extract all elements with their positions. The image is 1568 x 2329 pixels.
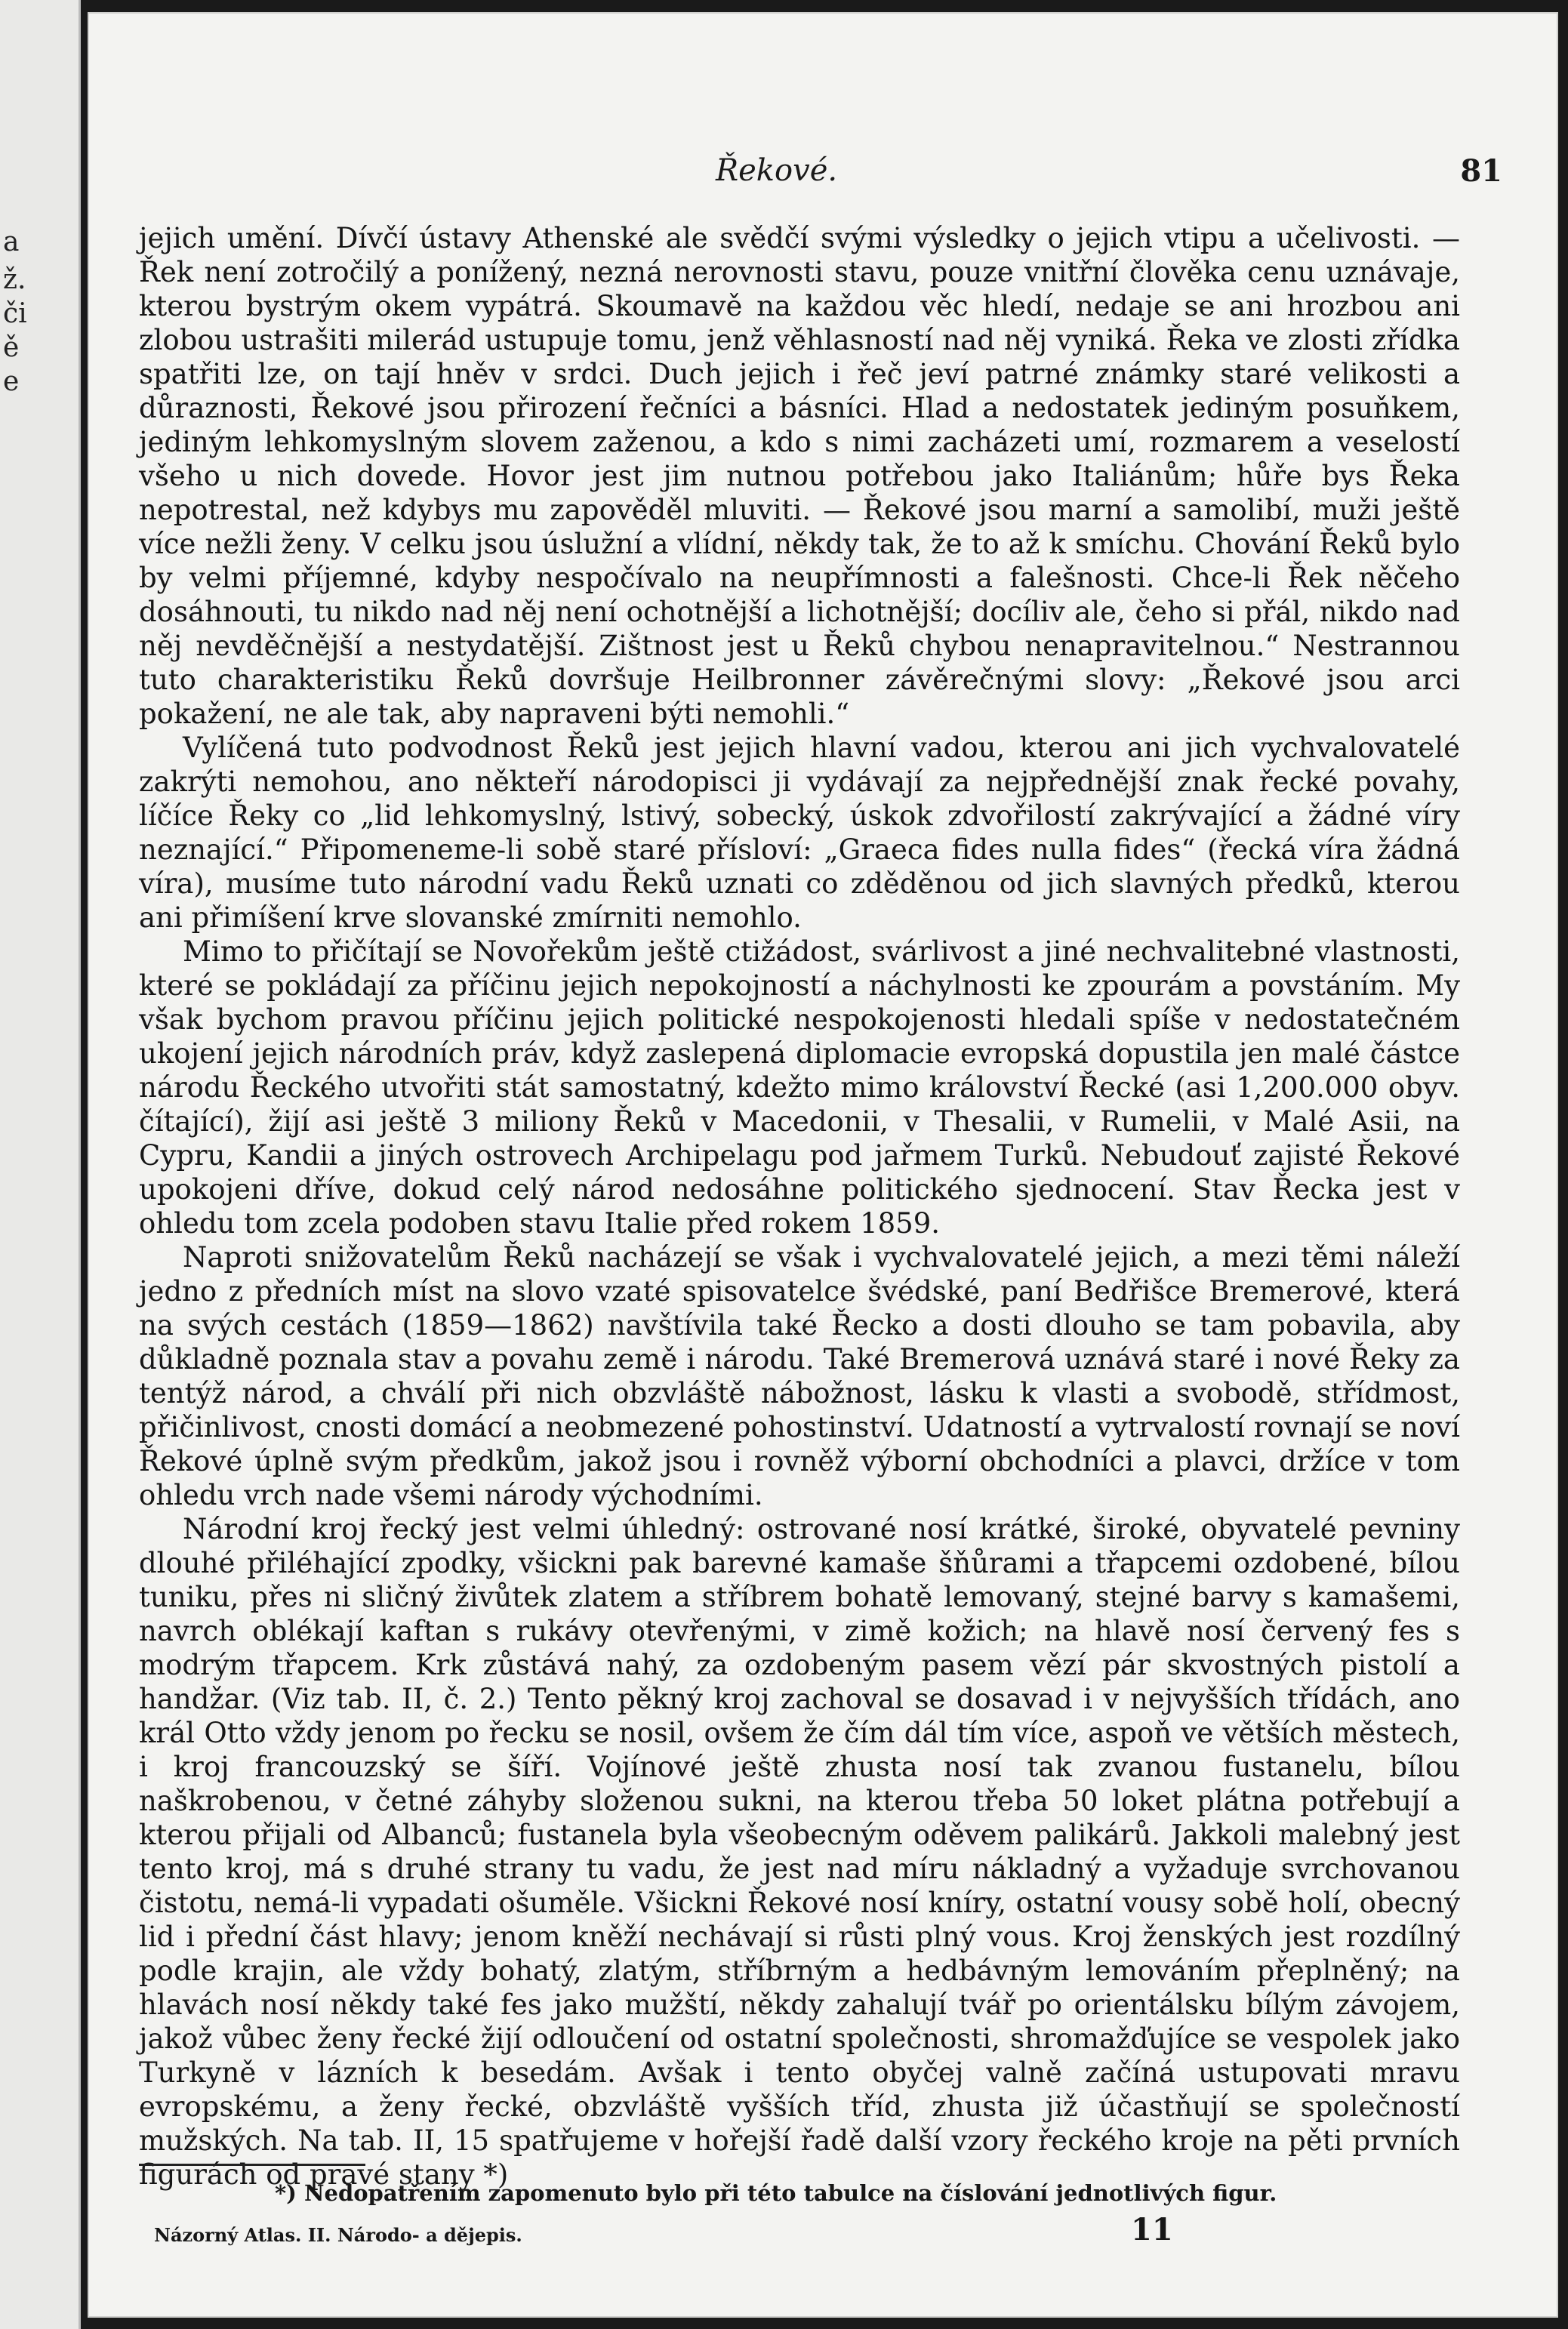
page-header — [89, 153, 1557, 199]
paragraph: Naproti snižovatelům Řeků nacházejí se však i vychvalovatelé jejich, a mezi těmi náleží jedno z předních míst na slovo vzaté spisovatelce švédské, paní Bedřišce Bremerové, která na svých cestách (1859—1862) navštívila také Řecko a dosti dlouho se tam pobavila, aby důkladně poznala stav a povahu země i národu. Také Bremerová uznává staré i nové Řeky za tentýž národ, a chválí při nich obzvláště nábožnost, lásku k vlasti a svobodě, střídmost, přičinlivost, cnosti domácí a neobmezené pohostinství. Udatností a vytrvalostí rovnají se noví Řekové úplně svým předkům, jakož jsou i rovněž výborní obchodníci a plavci, držíce v tom ohledu vrch nade všemi národy východními. — [139, 1241, 1460, 1511]
adjacent-page-fragment: ě — [3, 332, 20, 363]
adjacent-page-edge — [0, 0, 81, 2329]
running-title: Řekové. — [716, 153, 838, 188]
book-page — [89, 14, 1557, 2316]
paragraph: Mimo to přičítají se Novořekům ještě ctižádost, svárlivost a jiné nechvalitebné vlastnosti, které se pokládají za příčinu jejich nepokojností a náchylnosti ke zpourám a povstáním. My však bychom pravou příčinu jejich politické nespokojenosti hledali spíše v nedostatečném ukojení jejich národních práv, když zaslepená diplomacie evropská dopustila jen malé částce národu Řeckého utvořiti stát samostatný, kdežto mimo království Řecké (asi 1,200.000 obyv. čítající), žijí asi ještě 3 miliony Řeků v Macedonii, v Thesalii, v Rumelii, v Malé Asii, na Cypru, Kandii a jiných ostrovech Archipelagu pod jařmem Turků. Nebudouť zajisté Řekové upokojeni dříve, dokud celý národ nedosáhne politického sjednocení. Stav Řecka jest v ohledu tom zcela podoben stavu Italie před rokem 1859. — [139, 935, 1460, 1240]
adjacent-page-fragment: a — [3, 226, 20, 257]
footnote-divider — [139, 2164, 365, 2166]
signature-number: 11 — [1131, 2212, 1173, 2247]
paragraph: Národní kroj řecký jest velmi úhledný: ostrované nosí krátké, široké, obyvatelé pevniny dlouhé přiléhající zpodky, všickni pak barevné kamaše šňůrami a třapcemi ozdobené, bílou tuniku, přes ni sličný živůtek zlatem a stříbrem bohatě lemovaný, stejné barvy s kamašemi, navrch oblékají kaftan s rukávy otevřenými, v zimě kožich; na hlavě nosí červený fes s modrým třapcem. Krk zůstává nahý, za ozdobeným pasem vězí pár skvostných pistolí a handžar. (Viz tab. II, č. 2.) Tento pěkný kroj zachoval se dosavad i v nejvyšších třídách, ano král Otto vždy jenom po řecku se nosil, ovšem že čím dál tím více, aspoň ve větších městech, i kroj francouzský se šíří. Vojínové ještě zhusta nosí tak zvanou fustanelu, bílou naškrobenou, v četné záhyby složenou sukni, na kterou třeba 50 loket plátna potřebují a kterou přijali od Albanců; fustanela byla všeobecným oděvem palikárů. Jakkoli malebný jest tento kroj, má s druhé strany tu vadu, že jest nad míru nákladný a vyžaduje svrchovanou čistotu, nemá-li vypadati ošuměle. Všickni Řekové nosí kníry, ostatní vousy sobě holí, obecný lid i přední část hlavy; jenom kněží nechávají si růsti plný vous. Kroj ženských jest rozdílný podle krajin, ale vždy bohatý, zlatým, stříbrným a hedbávným lemováním přeplněný; na hlavách nosí někdy také fes jako mužští, někdy zahalují tvář po orientálsku bílým závojem, jakož vůbec ženy řecké žijí odloučení od ostatní společnosti, shromažďujíce se vespolek jako Turkyně v lázních k besedám. Avšak i tento obyčej valně začíná ustupovati mravu evropskému, a ženy řecké, obzvláště vyšších tříd, zhusta již účastňují se společností mužských. Na tab. II, 15 spatřujeme v hořejší řadě další vzory řeckého kroje na pěti prvních figurách od pravé stany *) — [139, 1513, 1460, 2191]
footnote: *) Nedopatřením zapomenuto bylo při této tabulce na číslování jednotlivých figur. — [275, 2180, 1277, 2206]
series-line: Názorný Atlas. II. Národo- a dějepis. — [154, 2224, 522, 2246]
adjacent-page-fragment: e — [3, 366, 20, 397]
adjacent-page-fragment: či — [3, 298, 27, 329]
paragraph: Vylíčená tuto podvodnost Řeků jest jejich hlavní vadou, kterou ani jich vychvalovatelé zakrýti nemohou, ano někteří národopisci ji vydávají za nejpřednější znak řecké povahy, líčíce Řeky co „lid lehkomyslný, lstivý, sobecký, úskok zdvořilostí zakrývající a žádné víry neznající.“ Připomeneme-li sobě staré přísloví: „Graeca fides nulla fides“ (řecká víra žádná víra), musíme tuto národní vadu Řeků uznati co zděděnou od jich slavných předků, kterou ani přimíšení krve slovanské zmírniti nemohlo. — [139, 732, 1460, 934]
page-body — [139, 221, 1460, 2192]
paragraph: jejich umění. Dívčí ústavy Athenské ale svědčí svými výsledky o jejich vtipu a učelivosti. — Řek není zotročilý a ponížený, nezná nerovnosti stavu, pouze vnitřní člověka cenu uznávaje, kterou bystrým okem vypátrá. Skoumavě na každou věc hledí, nedaje se ani hrozbou ani zlobou ustrašiti milerád ustupuje tomu, jenž věhlasností nad něj vyniká. Řeka ve zlosti zřídka spatřiti lze, on tají hněv v srdci. Duch jejich i řeč jeví patrné známky staré velikosti a důraznosti, Řekové jsou přirození řečníci a básníci. Hlad a nedostatek jediným posuňkem, jediným lehkomyslným slovem zaženou, a kdo s nimi zacházeti umí, rozmarem a veselostí všeho u nich dovede. Hovor jest jim nutnou potřebou jako Italiánům; hůře bys Řeka nepotrestal, než kdybys mu zapověděl mluviti. — Řekové jsou marní a samolibí, muži ještě více nežli ženy. V celku jsou úslužní a vlídní, někdy tak, že to až k smíchu. Chování Řeků bylo by velmi příjemné, kdyby nespočívalo na neupřímnosti a falešnosti. Chce-li Řek něčeho dosáhnouti, tu nikdo nad něj není ochotnější a lichotnější; docíliv ale, čeho si přál, nikdo nad něj nevděčnější a nestydatější. Zištnost jest u Řeků chybou nenapravitelnou.“ Nestrannou tuto charakteristiku Řeků dovršuje Heilbronner závěrečnými slovy: „Řekové jsou arci pokažení, ne ale tak, aby napraveni býti nemohli.“ — [139, 222, 1460, 730]
page-number: 81 — [1460, 153, 1502, 189]
adjacent-page-fragment: ž. — [3, 264, 26, 295]
